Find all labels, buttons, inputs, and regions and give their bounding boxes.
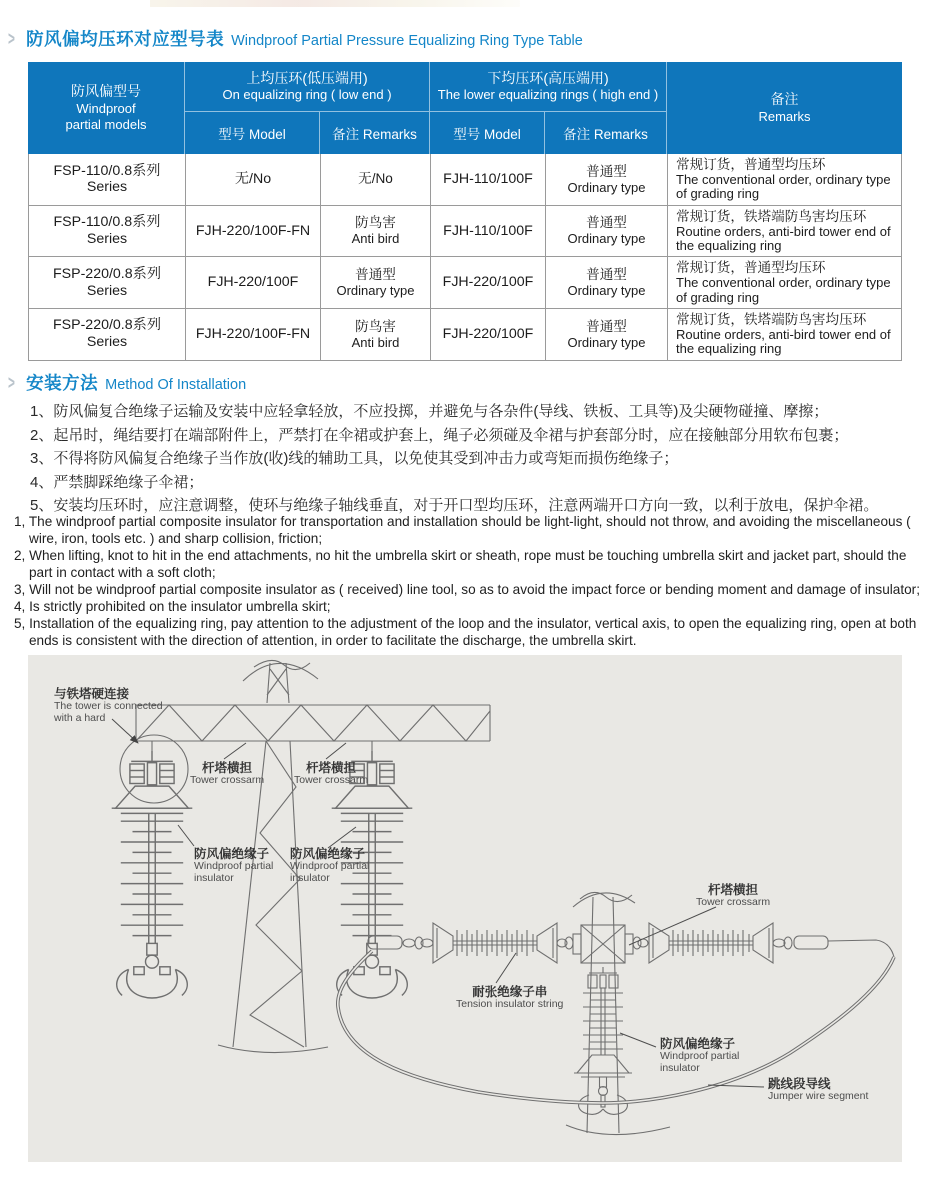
label-windproof-3 [660, 1037, 739, 1075]
cell-model: FSP-110/0.8系列 Series [29, 154, 186, 206]
label-jumper-wire [768, 1077, 868, 1103]
header-remarks-en: Remarks [758, 108, 811, 124]
cell-upper-remark-en: Anti bird [351, 334, 400, 350]
label-tower-connection-en1: The tower is connected [54, 700, 163, 712]
header-model-zh: 防风偏型号 [71, 83, 141, 99]
cell-lower-model: FJH-220/100F [431, 257, 546, 309]
table-row [29, 206, 902, 258]
cell-lower-remark-zh: 普通型 [586, 163, 627, 179]
step-zh: 5、安装均压环时，应注意调整，使环与绝缘子轴线垂直，对于开口型均压环，注意两端开口方向一致，以利于放电，保护伞裙。 [30, 497, 879, 514]
label-tower-connection-zh: 与铁塔硬连接 [54, 687, 130, 701]
installation-steps-en [14, 513, 922, 649]
cell-remarks [668, 154, 902, 206]
header-lower-ring-group [430, 62, 667, 112]
cell-remarks [668, 206, 902, 258]
label-windproof-en2: insulator [194, 871, 234, 884]
label-windproof-zh: 防风偏绝缘子 [194, 847, 270, 861]
cell-upper-model: FJH-220/100F-FN [186, 206, 321, 258]
label-tension-zh: 耐张绝缘子串 [472, 985, 548, 999]
chevron-icon: > [8, 29, 15, 50]
cell-lower-remark-en: Ordinary type [567, 282, 646, 298]
label-tower-connection-en2: with a hard [54, 711, 106, 724]
cell-remarks-zh: 常规订货，普通型均压环 [676, 260, 826, 276]
tension-string-left [368, 923, 573, 963]
installation-section-title [8, 370, 246, 395]
cell-lower-remark [546, 309, 668, 361]
label-crossarm-zh: 杆塔横担 [306, 761, 357, 775]
cell-remarks [668, 257, 902, 309]
cell-lower-remark-zh: 普通型 [586, 318, 627, 334]
header-upper-en: On equalizing ring ( low end ) [222, 87, 392, 103]
label-crossarm-en: Tower crossarm [696, 896, 771, 908]
header-upper-model: 型号 Model [185, 112, 320, 154]
label-jumper-en: Jumper wire segment [768, 1090, 869, 1102]
cell-upper-remark-zh: 防鸟害 [355, 318, 396, 334]
label-windproof-zh: 防风偏绝缘子 [290, 847, 366, 861]
header-lower-en: The lower equalizing rings ( high end ) [437, 87, 659, 103]
step-zh: 3、不得将防风偏复合绝缘子当作放(收)线的辅助工具，以免使其受到冲击力或弯矩而损伤绝缘子； [30, 450, 679, 467]
chevron-icon: > [8, 373, 15, 394]
label-crossarm-en: Tower crossarm [294, 774, 369, 786]
label-crossarm-en: Tower crossarm [190, 774, 265, 786]
cell-model: FSP-220/0.8系列 Series [29, 309, 186, 361]
label-crossarm-1 [190, 761, 264, 787]
cell-lower-remark-en: Ordinary type [567, 179, 646, 195]
cell-lower-remark-zh: 普通型 [586, 215, 627, 231]
cell-upper-remark-zh: 防鸟害 [355, 215, 396, 231]
step-zh: 4、严禁脚踩绝缘子伞裙； [30, 473, 204, 491]
cell-lower-remark-zh: 普通型 [586, 266, 627, 282]
cell-model: FSP-110/0.8系列 Series [29, 206, 186, 258]
header-upper-zh: 上均压环(低压端用) [246, 69, 368, 86]
installation-title-en: Method Of Installation [105, 377, 247, 393]
cell-lower-model: FJH-110/100F [431, 154, 546, 206]
label-crossarm-2 [294, 761, 368, 787]
header-lower-zh: 下均压环(高压端用) [487, 69, 609, 86]
label-windproof-en1: Windproof partial [290, 860, 370, 872]
label-tower-connection [54, 687, 163, 725]
header-remarks [667, 62, 902, 154]
cell-remarks-en: The conventional order, ordinary type of grading ring [676, 275, 891, 305]
step-zh: 1、防风偏复合绝缘子运输及安装中应轻拿轻放，不应投掷，并避免与各杂件(导线、铁板、工具等)及尖硬物碰撞、摩擦； [30, 403, 829, 420]
cell-lower-remark [546, 154, 668, 206]
header-upper-remarks: 备注 Remarks [320, 112, 430, 154]
section-title-en: Windproof Partial Pressure Equalizing Ring Type Table [231, 33, 583, 49]
label-windproof-1 [194, 847, 273, 885]
table-row [29, 309, 902, 361]
cell-upper-remark-en: Anti bird [351, 231, 400, 247]
step-zh: 2、起吊时，绳结要打在端部附件上，严禁打在伞裙或护套上，绳子必须碰及伞裙与护套部分时，应在接触部分用软布包裹； [30, 426, 849, 444]
header-model-en1: Windproof [76, 100, 136, 116]
cell-upper-remark-en: Ordinary type [336, 282, 415, 298]
installation-title-zh: 安装方法 [26, 373, 99, 393]
type-table [28, 62, 902, 361]
tower-crossarm-box [573, 925, 633, 963]
section-title-zh: 防风偏均压环对应型号表 [26, 29, 225, 49]
header-lower-model: 型号 Model [430, 112, 545, 154]
header-remarks-zh: 备注 [770, 91, 799, 108]
step-en: 3, Will not be windproof partial composite insulator as ( received) line tool, so as to avoid the impact force or bending moment and damage of insulator; [14, 582, 920, 597]
cell-remarks-en: Routine orders, anti-bird tower end of the equalizing ring [676, 326, 891, 357]
table-row [29, 154, 902, 206]
header-model-en2: partial models [65, 116, 147, 132]
label-crossarm-zh: 杆塔横担 [202, 761, 253, 775]
header-windproof-models [28, 62, 185, 154]
label-windproof-en1: Windproof partial [194, 860, 274, 872]
tension-string-right [633, 923, 894, 963]
cell-remarks-zh: 常规订货，铁塔端防鸟害均压环 [676, 208, 867, 224]
cell-lower-remark-en: Ordinary type [567, 231, 646, 247]
cell-upper-remark-zh: 普通型 [355, 266, 396, 282]
cell-remarks-en: The conventional order, ordinary type of grading ring [676, 172, 891, 202]
cell-upper-remark [321, 154, 431, 206]
label-windproof-en1: Windproof partial [660, 1050, 740, 1062]
windproof-insulator-right [574, 967, 632, 1114]
label-jumper-zh: 跳线段导线 [768, 1077, 831, 1091]
label-windproof-en2: insulator [290, 871, 330, 884]
table-section-title [8, 26, 583, 51]
cell-upper-remark-zh: 无/No [358, 171, 393, 187]
table-row [29, 257, 902, 309]
cell-remarks-en: Routine orders, anti-bird tower end of the equalizing ring [676, 223, 891, 253]
cell-lower-model: FJH-220/100F [431, 309, 546, 361]
label-tension-en: Tension insulator string [456, 998, 564, 1010]
cell-upper-remark [321, 309, 431, 361]
cell-upper-model: 无/No [186, 154, 321, 206]
cell-lower-remark-en: Ordinary type [567, 334, 646, 350]
table-header [28, 62, 902, 154]
installation-steps-zh [30, 400, 920, 518]
header-upper-ring-group [185, 62, 430, 112]
cell-lower-remark [546, 206, 668, 258]
step-en: 2, When lifting, knot to hit in the end attachments, no hit the umbrella skirt or sheath, rope must be touching umbrella skirt and jacket part, should the part in contact with a soft cloth; [14, 548, 907, 580]
label-windproof-en2: insulator [660, 1061, 700, 1074]
cell-remarks-zh: 常规订货，普通型均压环 [676, 157, 826, 172]
label-windproof-2 [290, 847, 369, 885]
cell-upper-model: FJH-220/100F-FN [186, 309, 321, 361]
label-crossarm-zh: 杆塔横担 [708, 883, 759, 897]
cutoff-previous-section [150, 0, 520, 7]
cell-remarks [668, 309, 902, 361]
step-en: 1, The windproof partial composite insulator for transportation and installation should be light-light, should not throw, and avoiding the miscellaneous ( wire, iron, tools etc. ) and sharp collision, friction; [14, 514, 911, 546]
step-en: 5, Installation of the equalizing ring, pay attention to the adjustment of the loop and the insulator, vertical axis, to open the equalizing ring, open at both ends is consistent with the direction of attention, in order to facilitate the discharge, the umbrella skirt. [14, 616, 917, 648]
cell-remarks-zh: 常规订货，铁塔端防鸟害均压环 [676, 311, 867, 327]
cell-lower-model: FJH-110/100F [431, 206, 546, 258]
installation-diagram [28, 655, 902, 1162]
label-crossarm-3 [696, 883, 770, 909]
step-en: 4, Is strictly prohibited on the insulator umbrella skirt; [14, 599, 331, 614]
cell-lower-remark [546, 257, 668, 309]
cell-upper-remark [321, 257, 431, 309]
header-lower-remarks: 备注 Remarks [545, 112, 667, 154]
label-windproof-zh: 防风偏绝缘子 [660, 1037, 736, 1051]
table-body [28, 154, 902, 361]
cell-upper-remark [321, 206, 431, 258]
cell-model: FSP-220/0.8系列 Series [29, 257, 186, 309]
cell-upper-model: FJH-220/100F [186, 257, 321, 309]
windproof-insulator-left-1 [112, 751, 193, 998]
label-tension-string [456, 985, 563, 1011]
